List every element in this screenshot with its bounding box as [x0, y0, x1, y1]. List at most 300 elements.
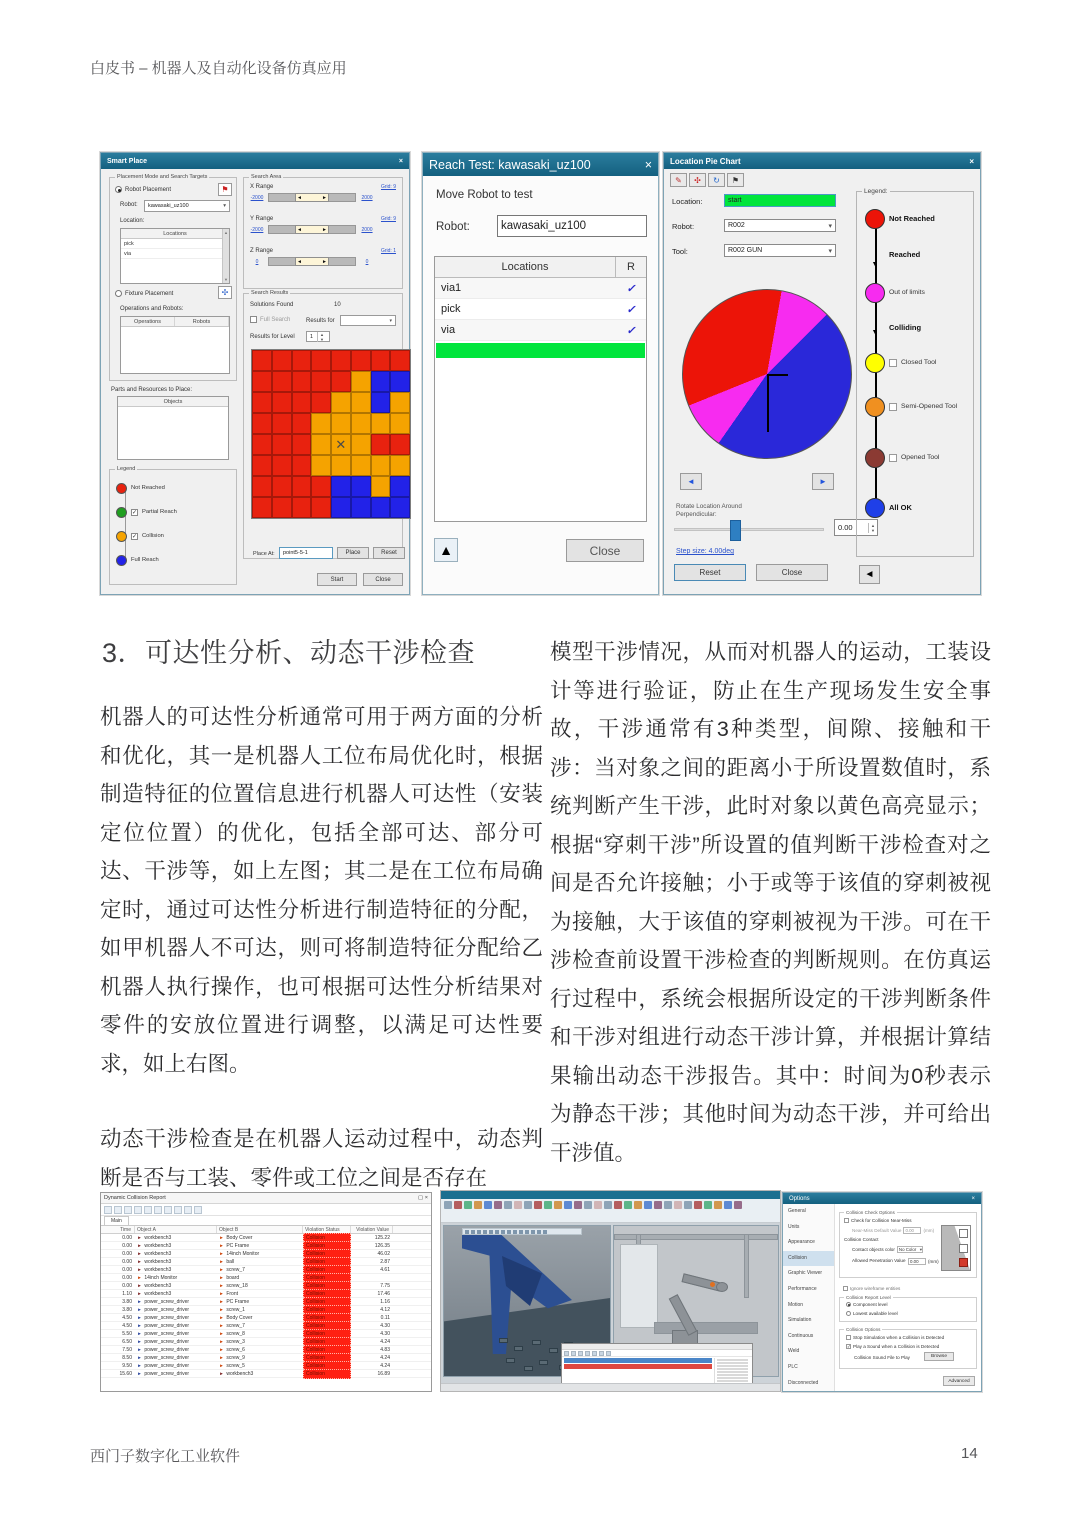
legend-checkbox[interactable]	[889, 359, 897, 367]
group-label: Search Area	[251, 174, 282, 180]
scroll-up-icon[interactable]: ▲	[224, 230, 228, 235]
checkbox-icon[interactable]	[844, 1218, 849, 1223]
viewport-tool-icon[interactable]	[531, 1230, 535, 1234]
robot-combobox[interactable]	[144, 200, 230, 212]
title-bar[interactable]	[101, 1193, 431, 1204]
title-bar[interactable]	[664, 153, 980, 169]
reach-grid-cell[interactable]	[311, 476, 331, 497]
reach-grid-cell[interactable]	[272, 413, 292, 434]
title-bar[interactable]	[441, 1191, 780, 1199]
close-icon[interactable]: ×	[424, 1195, 428, 1201]
slider-track[interactable]	[268, 257, 356, 266]
column-header-object-b[interactable]: Object B	[217, 1226, 303, 1233]
button-label: Start	[330, 576, 344, 583]
status-bar	[441, 1383, 780, 1391]
reach-grid-cell[interactable]	[351, 455, 371, 476]
reach-grid-cell[interactable]	[331, 455, 351, 476]
object-icon: ►	[137, 1306, 142, 1313]
viewport-tool-icon[interactable]	[501, 1230, 505, 1234]
time-cell: 15.60	[119, 1370, 132, 1377]
locations-table[interactable]	[434, 256, 647, 522]
reach-grid-cell[interactable]	[371, 476, 391, 497]
legend-label: Partial Reach	[142, 509, 177, 515]
scroll-down-icon[interactable]: ▼	[224, 277, 228, 282]
reach-grid-cell[interactable]	[331, 413, 351, 434]
browse-button[interactable]	[924, 1352, 954, 1361]
robot-label: Robot:	[672, 222, 695, 231]
part-on-floor	[524, 1366, 533, 1371]
y-range-slider[interactable]	[248, 225, 376, 234]
viewport-tool-icon[interactable]	[483, 1230, 487, 1234]
reach-grid-cell[interactable]	[331, 392, 351, 413]
back-button[interactable]	[859, 565, 880, 584]
reach-grid-cell[interactable]	[292, 455, 312, 476]
ribbon-icon[interactable]	[554, 1201, 562, 1209]
swap-arrows-icon[interactable]	[124, 1206, 132, 1214]
left-arrow-icon[interactable]: ◄	[297, 226, 302, 233]
reach-grid-cell[interactable]	[252, 392, 272, 413]
collision-viewer-panel[interactable]	[561, 1343, 753, 1387]
location-pie-chart-dialog	[663, 152, 981, 595]
ribbon-icon[interactable]	[514, 1201, 522, 1209]
reach-grid-cell[interactable]	[292, 476, 312, 497]
sidebar-item-collision[interactable]: Collision	[783, 1251, 834, 1267]
maximize-icon[interactable]: ▢	[418, 1195, 424, 1201]
viewport-tool-icon[interactable]	[513, 1230, 517, 1234]
solutions-found-label: Solutions Found	[250, 302, 294, 308]
reach-grid-cell[interactable]: ✕	[331, 434, 351, 455]
reach-grid-cell[interactable]	[311, 413, 331, 434]
reach-grid-cell[interactable]	[252, 413, 272, 434]
close-button[interactable]	[756, 564, 828, 581]
side-list	[714, 1358, 750, 1384]
gantry-post	[744, 1234, 749, 1298]
robot-place-button[interactable]	[218, 183, 232, 196]
reach-grid-cell[interactable]	[311, 434, 331, 455]
right-arrow-icon[interactable]: ►	[322, 194, 327, 201]
reach-grid-cell[interactable]	[390, 371, 410, 392]
ribbon-icon[interactable]	[664, 1201, 672, 1209]
reach-grid-cell[interactable]	[351, 497, 371, 518]
right-arrow-icon[interactable]: ►	[322, 226, 327, 233]
ribbon-icon[interactable]	[444, 1201, 452, 1209]
ribbon-icon[interactable]	[704, 1201, 712, 1209]
lowest-level-radio[interactable]	[846, 1311, 898, 1316]
viewport-tool-icon[interactable]	[519, 1230, 523, 1234]
ribbon-icon[interactable]	[574, 1201, 582, 1209]
reach-grid-cell[interactable]	[351, 413, 371, 434]
location-row[interactable]: via	[121, 249, 229, 259]
sidebar-item-motion[interactable]: Motion	[788, 1301, 804, 1308]
range-min[interactable]: -2000	[250, 226, 264, 233]
reach-grid-cell[interactable]	[351, 350, 371, 371]
sidebar-item-units[interactable]: Units	[788, 1223, 800, 1230]
ribbon-icon[interactable]	[584, 1201, 592, 1209]
object-b-cell: ► screw_7	[219, 1266, 245, 1273]
close-icon[interactable]: ×	[398, 157, 403, 165]
panel-toolbar	[562, 1350, 752, 1357]
slider-thumb[interactable]	[295, 257, 329, 266]
edit-icon[interactable]	[174, 1206, 182, 1214]
scrollbar[interactable]	[222, 229, 229, 283]
ribbon-icon[interactable]	[654, 1201, 662, 1209]
checkbox-label: Check for Collision Near-Miss	[851, 1218, 912, 1223]
chevron-down-icon[interactable]: ▾	[223, 203, 226, 209]
object-a-cell: ► power_screw_driver	[137, 1354, 190, 1361]
ribbon-icon[interactable]	[564, 1201, 572, 1209]
checkbox-icon[interactable]	[846, 1335, 851, 1340]
reachability-grid[interactable]	[251, 349, 411, 519]
radio-label: Lowest available level	[853, 1311, 898, 1316]
grid-link[interactable]: Grid: 9	[380, 184, 396, 190]
field-label: Allowed Penetration Value	[852, 1258, 906, 1263]
slider-thumb[interactable]	[295, 225, 329, 234]
column-header-violation-status[interactable]: Violation Status	[303, 1226, 351, 1233]
violation-value-cell: 4.30	[380, 1322, 390, 1329]
reach-grid-cell[interactable]	[311, 455, 331, 476]
penetration-value-row	[908, 1258, 939, 1265]
range-max[interactable]: 2000	[361, 194, 373, 201]
x-range-slider[interactable]	[248, 193, 376, 202]
location-row[interactable]	[435, 299, 646, 320]
reach-grid-cell[interactable]	[390, 434, 410, 455]
reach-grid-cell[interactable]	[311, 371, 331, 392]
reach-grid-cell[interactable]	[331, 497, 351, 518]
reach-grid-cell[interactable]	[292, 371, 312, 392]
object-icon: ►	[219, 1338, 224, 1345]
reach-grid-cell[interactable]	[252, 434, 272, 455]
refresh-icon[interactable]: ↻	[708, 173, 725, 187]
object-a-cell: ► workbench3	[137, 1282, 172, 1289]
reach-grid-cell[interactable]	[272, 476, 292, 497]
ribbon-icon[interactable]	[594, 1201, 602, 1209]
near-miss-value[interactable]	[903, 1227, 921, 1234]
location-row[interactable]	[435, 278, 646, 299]
reach-grid-cell[interactable]	[351, 434, 371, 455]
penetration-value[interactable]	[908, 1258, 926, 1265]
tab-main[interactable]: Main	[104, 1216, 129, 1225]
violation-value-cell: 7.75	[380, 1282, 390, 1289]
viewport-tool-icon[interactable]	[471, 1230, 475, 1234]
reach-grid-cell[interactable]	[331, 476, 351, 497]
prev-location-button[interactable]	[680, 473, 702, 490]
expand-icon[interactable]	[114, 1206, 122, 1214]
angle-value: 0.00	[838, 523, 853, 532]
ribbon-icon[interactable]	[534, 1201, 542, 1209]
spinner-arrows[interactable]	[317, 332, 326, 342]
fixture-placement-radio[interactable]	[115, 290, 173, 297]
reach-grid-cell[interactable]	[371, 413, 391, 434]
ribbon-icon[interactable]	[604, 1201, 612, 1209]
radio-icon[interactable]	[115, 290, 122, 297]
slider-track[interactable]	[268, 193, 356, 202]
sidebar-item-general[interactable]: General	[788, 1208, 806, 1214]
checkbox-icon[interactable]	[250, 316, 257, 323]
tool-combobox[interactable]	[724, 244, 836, 257]
reach-grid-cell[interactable]	[272, 497, 292, 518]
results-level-spinner[interactable]	[306, 331, 330, 342]
grid-icon[interactable]	[184, 1206, 192, 1214]
ribbon-icon[interactable]	[624, 1201, 632, 1209]
object-b-cell: ► ball	[219, 1258, 235, 1265]
location-row[interactable]: pick	[121, 239, 229, 249]
objects-table[interactable]	[117, 396, 229, 460]
rotate-slider[interactable]	[674, 528, 824, 531]
spin-down-icon[interactable]: ▼	[320, 336, 324, 342]
button-label: Close	[589, 543, 621, 558]
sidebar-item-performance[interactable]: Performance	[788, 1285, 817, 1292]
legend-checkbox[interactable]: ✓	[132, 509, 138, 516]
reach-grid-cell[interactable]	[272, 371, 292, 392]
body-paragraph: 模型干涉情况，从而对机器人的运动，工装设计等进行验证，防止在生产现场发生安全事故，干涉通常有3种类型，间隙、接触和干涉：当对象之间的距离小于所设置数值时，系统判断产生干涉，此时对象以黄色高亮显示；根据“穿刺干涉”所设置的值判断干涉检查对之间是否允许接触；小于或等于该值的穿刺被视为接触，大于该值的穿刺被视为干涉。可在干涉检查前设置干涉检查的判断规则。在仿真运行过程中，系统会根据所设定的干涉判断条件和干涉对组进行动态干涉计算，并根据计算结果输出动态干涉报告。其中：时间为0秒表示为静态干涉；其他时间为动态干涉，并可给出干涉值。	[550, 640, 991, 1165]
place-button[interactable]	[337, 547, 369, 559]
reach-grid-cell[interactable]	[390, 350, 410, 371]
checkbox-icon[interactable]: ✓	[847, 1344, 851, 1349]
robot-combobox[interactable]	[724, 219, 836, 232]
legend-checkbox[interactable]	[889, 403, 897, 411]
start-button[interactable]	[317, 573, 357, 586]
part-on-floor	[532, 1340, 541, 1345]
ribbon-icon[interactable]	[634, 1201, 642, 1209]
reset-button[interactable]	[674, 564, 746, 581]
robot-input[interactable]	[497, 215, 647, 237]
component-level-radio[interactable]	[846, 1302, 887, 1307]
violation-value-cell: 0.11	[380, 1314, 390, 1321]
reach-grid-cell[interactable]	[272, 455, 292, 476]
reach-grid-cell[interactable]	[272, 434, 292, 455]
results-for-combobox[interactable]	[340, 315, 396, 326]
fixture-place-button[interactable]	[218, 286, 232, 299]
ribbon-icon[interactable]	[684, 1201, 692, 1209]
reach-grid-cell[interactable]	[292, 413, 312, 434]
combobox-value: kawasaki_uz100	[148, 203, 189, 209]
title-bar[interactable]	[783, 1193, 981, 1204]
slider-thumb[interactable]	[730, 520, 741, 541]
viewport-tool-icon[interactable]	[507, 1230, 511, 1234]
contact-color-combobox[interactable]	[897, 1246, 923, 1253]
ribbon-icon[interactable]	[484, 1201, 492, 1209]
reach-grid-cell[interactable]	[390, 413, 410, 434]
reach-grid-cell[interactable]	[390, 392, 410, 413]
ribbon-icon[interactable]	[524, 1201, 532, 1209]
title-bar[interactable]	[423, 153, 658, 176]
robot-jog-icon[interactable]: ✣	[689, 173, 706, 187]
object-b-cell: ► screw_5	[219, 1362, 245, 1369]
slider-track[interactable]	[268, 225, 356, 234]
ribbon-icon[interactable]	[714, 1201, 722, 1209]
reach-grid-cell[interactable]	[272, 392, 292, 413]
location-label	[120, 218, 144, 224]
reach-grid-cell[interactable]	[331, 350, 351, 371]
grid-link[interactable]: Grid: 1	[380, 248, 396, 254]
reach-grid-cell[interactable]	[292, 497, 312, 518]
stop-simulation-checkbox[interactable]	[846, 1335, 944, 1340]
ribbon-icon[interactable]	[724, 1201, 732, 1209]
close-button[interactable]	[363, 573, 403, 586]
reach-grid-cell[interactable]	[390, 497, 410, 518]
sidebar-item-disconnected[interactable]: Disconnected	[788, 1379, 819, 1386]
reach-grid-cell[interactable]	[371, 350, 391, 371]
reach-grid-cell[interactable]	[292, 392, 312, 413]
columns-icon[interactable]	[164, 1206, 172, 1214]
title-bar[interactable]	[101, 153, 409, 169]
slider-thumb[interactable]	[295, 193, 329, 202]
spin-up-icon[interactable]: ▲	[871, 522, 875, 528]
monitor-icon[interactable]	[154, 1206, 162, 1214]
move-up-button[interactable]	[434, 538, 458, 562]
operations-robots-label	[120, 306, 183, 312]
reach-grid-cell[interactable]	[292, 350, 312, 371]
location-row[interactable]	[436, 343, 645, 358]
reach-grid-cell[interactable]	[331, 371, 351, 392]
time-cell: 8.50	[122, 1354, 132, 1361]
close-button[interactable]	[566, 539, 644, 562]
reach-grid-cell[interactable]	[371, 497, 391, 518]
sidebar-item-weld[interactable]: Weld	[788, 1348, 800, 1355]
value-text: 0.00	[905, 1228, 914, 1233]
reach-grid-cell[interactable]	[272, 350, 292, 371]
checkbox-icon[interactable]	[843, 1286, 848, 1291]
reach-grid-cell[interactable]	[311, 350, 331, 371]
options-sidebar	[783, 1204, 835, 1391]
z-range-slider[interactable]	[248, 257, 376, 266]
close-icon[interactable]: ×	[969, 156, 974, 166]
reach-grid-cell[interactable]	[371, 371, 391, 392]
ribbon-icon[interactable]	[694, 1201, 702, 1209]
export-icon[interactable]	[104, 1206, 112, 1214]
advanced-button[interactable]	[943, 1376, 975, 1386]
viewport-tool-icon[interactable]	[465, 1230, 469, 1234]
close-icon[interactable]: ×	[644, 157, 652, 172]
ribbon-icon[interactable]	[464, 1201, 472, 1209]
near-miss-checkbox[interactable]	[844, 1218, 912, 1223]
object-icon: ►	[219, 1362, 224, 1369]
sidebar-item-simulation[interactable]: Simulation	[788, 1317, 812, 1324]
left-arrow-icon[interactable]: ◄	[297, 258, 302, 265]
ribbon-icon[interactable]	[474, 1201, 482, 1209]
reach-grid-cell[interactable]	[390, 476, 410, 497]
dropdown-icon[interactable]	[144, 1206, 152, 1214]
table-row[interactable]	[101, 1370, 431, 1378]
viewport-tool-icon[interactable]	[477, 1230, 481, 1234]
viewport-tool-icon[interactable]	[537, 1230, 541, 1234]
reach-grid-cell[interactable]	[292, 434, 312, 455]
ribbon-icon[interactable]	[454, 1201, 462, 1209]
reach-grid-cell[interactable]	[252, 350, 272, 371]
radio-icon[interactable]	[846, 1311, 851, 1316]
ribbon-icon[interactable]	[494, 1201, 502, 1209]
location-row[interactable]	[435, 320, 646, 341]
formula-icon[interactable]	[134, 1206, 142, 1214]
sidebar-item-plc[interactable]: PLC	[788, 1363, 798, 1370]
viewport-tool-icon[interactable]	[525, 1230, 529, 1234]
viewport-tool-icon[interactable]	[495, 1230, 499, 1234]
full-search-checkbox[interactable]	[250, 316, 290, 323]
ribbon-icon[interactable]	[644, 1201, 652, 1209]
illustration-collision-square	[959, 1258, 968, 1267]
reach-grid-cell[interactable]	[371, 455, 391, 476]
radio-icon[interactable]	[115, 186, 122, 193]
place-at-input[interactable]	[279, 547, 333, 559]
right-arrow-icon[interactable]: ►	[322, 258, 327, 265]
spin-down-icon[interactable]: ▼	[871, 527, 875, 533]
ribbon-icon[interactable]	[504, 1201, 512, 1209]
robot-tool-icon[interactable]: ⚑	[727, 173, 744, 187]
object-a-cell: ► power_screw_driver	[137, 1322, 190, 1329]
chevron-down-icon[interactable]: ▾	[828, 222, 832, 230]
grid-link[interactable]: Grid: 9	[380, 216, 396, 222]
range-min[interactable]: 0	[255, 258, 259, 265]
play-sound-checkbox[interactable]	[846, 1344, 939, 1349]
column-header-time[interactable]: Time	[101, 1226, 135, 1233]
reset-button[interactable]	[373, 547, 405, 559]
selected-row[interactable]	[564, 1358, 712, 1363]
viewport-tool-icon[interactable]	[543, 1230, 547, 1234]
radio-icon[interactable]	[846, 1302, 851, 1307]
chevron-down-icon[interactable]: ▾	[389, 317, 392, 324]
table-rows	[101, 1234, 431, 1378]
close-icon[interactable]: ×	[971, 1195, 975, 1202]
place-at-label: Place At:	[253, 551, 275, 557]
legend-checkbox[interactable]	[889, 454, 897, 462]
reach-grid-cell[interactable]	[351, 476, 371, 497]
field-label: Collision Sound File to Play	[854, 1355, 910, 1360]
column-header-object-a[interactable]: Object A	[135, 1226, 217, 1233]
range-min[interactable]: -2000	[250, 194, 264, 201]
violation-value-cell: 4.24	[380, 1338, 390, 1345]
range-max[interactable]: 0	[365, 258, 369, 265]
sidebar-item-continuous[interactable]: Continuous	[788, 1332, 814, 1339]
sidebar-item-appearance[interactable]: Appearance	[788, 1239, 815, 1246]
reach-grid-cell[interactable]	[371, 434, 391, 455]
step-size-link[interactable]: Step size: 4.00deg	[676, 548, 734, 555]
toolbar	[101, 1204, 431, 1216]
ribbon-icon[interactable]	[544, 1201, 552, 1209]
spin-up-icon[interactable]: ▲	[320, 331, 324, 337]
legend-label: Full Reach	[131, 557, 159, 563]
robot-placement-radio[interactable]	[115, 186, 171, 193]
reach-grid-cell[interactable]	[371, 392, 391, 413]
reach-grid-cell[interactable]	[351, 392, 371, 413]
left-arrow-icon[interactable]: ◄	[297, 194, 302, 201]
reach-grid-cell[interactable]	[311, 497, 331, 518]
reach-grid-cell[interactable]	[311, 392, 331, 413]
collision-row[interactable]	[564, 1364, 712, 1369]
wireframe-checkbox[interactable]	[843, 1286, 900, 1291]
ribbon-icon[interactable]	[674, 1201, 682, 1209]
reach-grid-cell[interactable]	[390, 455, 410, 476]
reach-grid-cell[interactable]	[351, 371, 371, 392]
locations-listbox[interactable]	[120, 228, 230, 284]
reach-grid-cell[interactable]	[252, 476, 272, 497]
zoom-icon[interactable]	[194, 1206, 202, 1214]
operations-table[interactable]	[120, 316, 230, 374]
sidebar-item-graphic-viewer[interactable]: Graphic Viewer	[788, 1270, 823, 1277]
column-header-violation-value[interactable]: Violation Value	[351, 1226, 393, 1233]
ribbon-icon[interactable]	[734, 1201, 742, 1209]
reach-grid-cell[interactable]	[252, 497, 272, 518]
chevron-down-icon[interactable]: ▾	[828, 247, 832, 255]
reach-grid-cell[interactable]	[252, 455, 272, 476]
ribbon-icon[interactable]	[614, 1201, 622, 1209]
location-input[interactable]	[724, 194, 836, 207]
next-location-button[interactable]	[812, 473, 834, 490]
viewport-tool-icon[interactable]	[489, 1230, 493, 1234]
edit-icon[interactable]: ✎	[670, 173, 687, 187]
range-max[interactable]: 2000	[361, 226, 373, 233]
legend-checkbox[interactable]: ✓	[132, 533, 138, 540]
reach-grid-cell[interactable]	[252, 371, 272, 392]
